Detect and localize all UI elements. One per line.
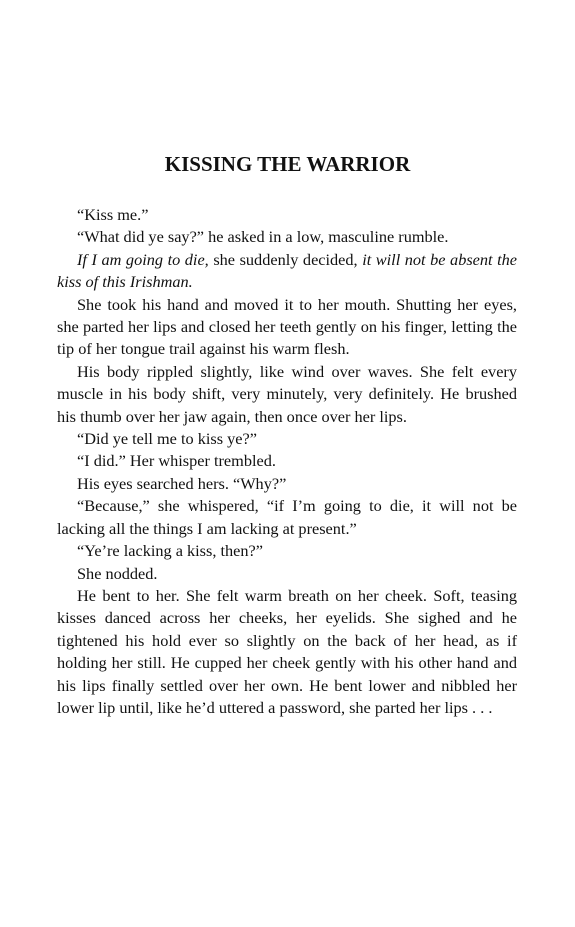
- italic-text: it will not be absent the kiss of this Irishman.: [57, 249, 518, 292]
- paragraph: His eyes searched hers. “Why?”: [77, 473, 287, 493]
- paragraph: “Ye’re lacking a kiss, then?”: [77, 541, 263, 561]
- paragraph: “Did ye tell me to kiss ye?”: [77, 429, 257, 449]
- paragraph: He bent to her. She felt warm breath on her cheek. Soft, teasing kisses danced across her cheeks, her eyelids. She sighed and he tightened his hold ever so slightly on the back of her head, as if holding her still. He cupped her cheek gently with his other hand and his lips finally settled over her own. He bent lower and nibbled her lower lip until, like he’d uttered a password, she parted her lips . . .: [57, 585, 517, 717]
- paragraph: She took his hand and moved it to her mouth. Shutting her eyes, she parted her lips and closed her teeth gently on his finger, letting the tip of her tongue trail against his warm flesh.: [57, 294, 517, 359]
- paragraph: His body rippled slightly, like wind over waves. She felt every muscle in his body shift, very minutely, very definitely. He brushed his thumb over her jaw again, then once over her lips.: [57, 361, 517, 426]
- paragraph: “I did.” Her whisper trembled.: [77, 451, 276, 471]
- chapter-title: KISSING THE WARRIOR: [164, 152, 411, 176]
- narration-text: she suddenly decided,: [208, 249, 363, 269]
- paragraph-italic-thought: [57, 249, 517, 294]
- paragraph: “Because,” she whispered, “if I’m going to die, it will not be lacking all the things I am lacking at present.”: [57, 496, 517, 538]
- paragraph: She nodded.: [77, 563, 158, 583]
- italic-text: If I am going to die,: [77, 249, 209, 269]
- paragraph: “What did ye say?” he asked in a low, masculine rumble.: [77, 227, 449, 247]
- paragraph: “Kiss me.”: [77, 205, 149, 224]
- body-text: [57, 204, 517, 719]
